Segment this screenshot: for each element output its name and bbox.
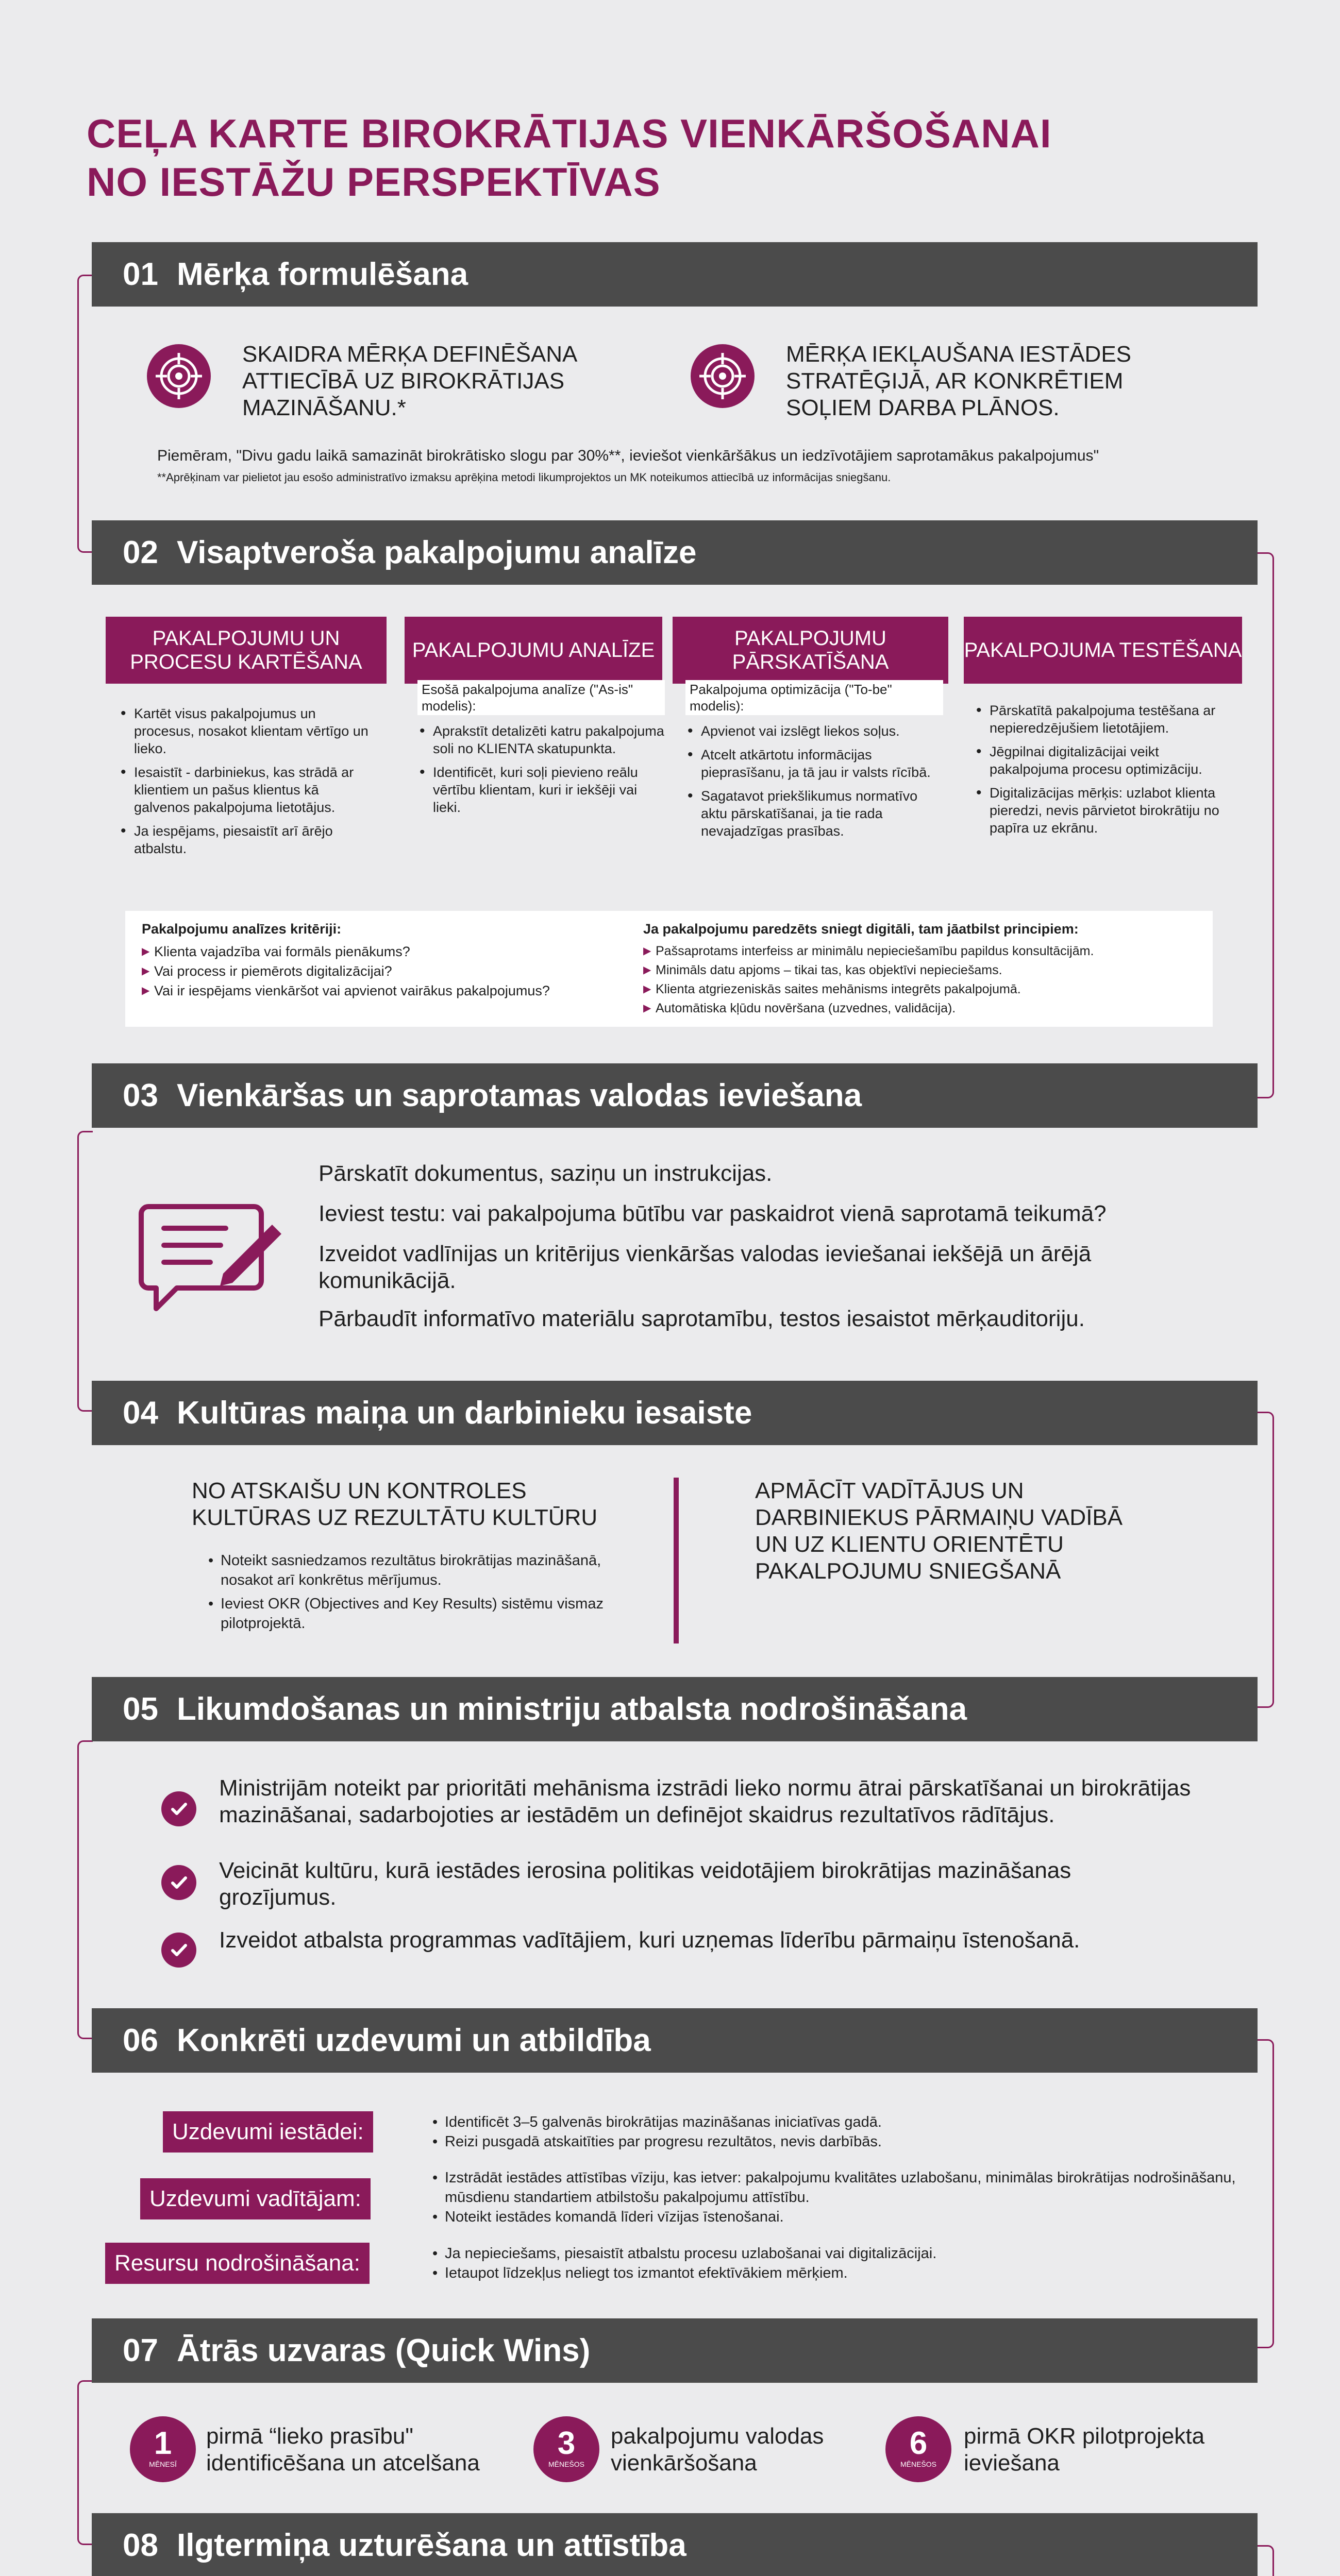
- service-review-column: [685, 680, 943, 846]
- section-number: 05: [123, 1691, 158, 1727]
- service-testing-column: [974, 702, 1237, 843]
- example-text: Piemēram, "Divu gadu laikā samazināt birokrātisko slogu par 30%**, ieviešot vienkāršākus un iedzīvotājiem saprotamākus pakalpojumus": [157, 447, 1099, 464]
- manager-tasks-list: [430, 2168, 1245, 2227]
- section-03-header: [92, 1063, 1258, 1128]
- list-item: ▶ Vai process ir piemērots digitalizācijai?: [142, 961, 636, 981]
- section-number: 07: [123, 2333, 158, 2368]
- list-item: Izveidot atbalsta programmas vadītājiem, kuri uzņemas līderību pārmaiņu īstenošanā.: [219, 1927, 1080, 1953]
- six-months-badge: 6 MĒNEŠOS: [885, 2416, 951, 2482]
- process-mapping-header: PAKALPOJUMU UN PROCESU KARTĒŠANA: [106, 617, 387, 684]
- connector-line: [77, 1131, 93, 1412]
- goal-strategy-text: MĒRĶA IEKĻAUŠANA IESTĀDES STRATĒĢIJĀ, AR KONKRĒTIEM SOĻIEM DARBA PLĀNOS.: [786, 342, 1132, 420]
- section-number: 04: [123, 1395, 158, 1431]
- list-item: • Iesaistīt - darbiniekus, kas strādā ar klientiem un pašus klientus kā galvenos pakalpojuma lietotājus.: [119, 764, 376, 816]
- connector-line: [1258, 2545, 1274, 2576]
- training-heading: APMĀCĪT VADĪTĀJUS UN DARBINIEKUS PĀRMAIŅU VADĪBĀ UN UZ KLIENTU ORIENTĒTU PAKALPOJUMU SNIEGŠANĀ: [755, 1478, 1123, 1584]
- one-month-badge: 1 MĒNESĪ: [130, 2416, 196, 2482]
- section-title: Ātrās uzvaras (Quick Wins): [176, 2333, 591, 2368]
- list-item: ▶ Klienta vajadzība vai formāls pienākums?: [142, 942, 636, 961]
- divider: [674, 1478, 679, 1643]
- section-title: Likumdošanas un ministriju atbalsta nodrošināšana: [176, 1691, 967, 1727]
- list-item: ▶ Minimāls datu apjoms – tikai tas, kas objektīvi nepieciešams.: [643, 961, 1205, 980]
- section-title: Kultūras maiņa un darbinieku iesaiste: [176, 1395, 752, 1431]
- section-number: 01: [123, 257, 158, 292]
- connector-line: [77, 1740, 93, 2039]
- service-analysis-header: PAKALPOJUMU ANALĪZE: [405, 617, 662, 684]
- service-testing-header: PAKALPOJUMA TESTĒŠANA: [964, 617, 1242, 684]
- service-review-header: PAKALPOJUMU PĀRSKATĪŠANA: [673, 617, 948, 684]
- checkmark-icon: [161, 1933, 196, 1968]
- section-number: 08: [123, 2528, 158, 2563]
- connector-line: [77, 2380, 93, 2545]
- list-item: • Ja iespējams, piesaistīt arī ārējo atbalstu.: [119, 822, 376, 857]
- list-item: Izveidot vadlīnijas un kritērijus vienkāršas valodas ieviešanai iekšējā un ārējā komunikācijā.: [319, 1241, 1092, 1293]
- list-item: • Kartēt visus pakalpojumus un procesus, nosakot klientam vērtīgo un lieko.: [119, 705, 376, 757]
- list-item: • Reizi pusgadā atskaitīties par progresu rezultātos, nevis darbībās.: [430, 2132, 1234, 2151]
- section-title: Visaptveroša pakalpojumu analīze: [176, 535, 697, 570]
- section-title: Ilgtermiņa uzturēšana un attīstība: [176, 2528, 686, 2563]
- list-item: • Jēgpilnai digitalizācijai veikt pakalpojuma procesu optimizāciju.: [974, 743, 1237, 778]
- checkmark-icon: [161, 1865, 196, 1900]
- institution-tasks-label: Uzdevumi iestādei:: [163, 2111, 373, 2153]
- list-item: • Izstrādāt iestādes attīstības vīziju, kas ietver: pakalpojumu kvalitātes uzlabošanu, minimālas birokrātijas nodrošināšanu, mūsdienu standartiem atbilstošu pakalpojumu attīstību.: [430, 2168, 1245, 2207]
- list-item: • Identificēt 3–5 galvenās birokrātijas mazināšanas iniciatīvas gadā.: [430, 2112, 1234, 2132]
- target-icon: [147, 344, 211, 408]
- goal-definition-text: SKAIDRA MĒRĶA DEFINĒŠANA ATTIECĪBĀ UZ BIROKRĀTIJAS MAZINĀŠANU.*: [242, 342, 576, 420]
- list-item: • Sagatavot priekšlikumus normatīvo aktu pārskatīšanai, ja tie rada nevajadzīgas prasības.: [685, 787, 943, 840]
- list-item: • Pārskatītā pakalpojuma testēšana ar nepieredzējušiem lietotājiem.: [974, 702, 1237, 737]
- connector-line: [77, 275, 93, 553]
- list-item: • Identificēt, kuri soļi pievieno reālu vērtību klientam, kuri ir iekšēji vai lieki.: [417, 764, 665, 816]
- list-item: Pārbaudīt informatīvo materiālu saprotamību, testos iesaistot mērķauditoriju.: [319, 1306, 1085, 1331]
- section-02-header: [92, 520, 1258, 585]
- to-be-label: Pakalpojuma optimizācija ("To-be" modelis):: [685, 680, 943, 715]
- criteria-box: [125, 911, 1213, 1027]
- section-number: 02: [123, 535, 158, 570]
- quick-win-text: pakalpojumu valodas vienkāršošana: [611, 2424, 824, 2476]
- list-item: ▶ Automātiska kļūdu novēršana (uzvednes, validācija).: [643, 999, 1205, 1018]
- as-is-label: Esošā pakalpojuma analīze ("As-is" modelis):: [417, 680, 665, 715]
- section-07-header: [92, 2318, 1258, 2383]
- resources-list: [430, 2244, 1234, 2283]
- plain-language-list: [319, 1160, 1226, 1332]
- results-culture-list: [206, 1551, 639, 1633]
- section-title: Mērķa formulēšana: [176, 257, 468, 292]
- connector-line: [1258, 1412, 1274, 1708]
- section-05-header: [92, 1677, 1258, 1741]
- connector-line: [1258, 552, 1274, 1098]
- list-item: Pārskatīt dokumentus, saziņu un instrukcijas.: [319, 1161, 773, 1186]
- message-icon: [138, 1196, 293, 1323]
- list-item: ▶ Vai ir iespējams vienkāršot vai apvienot vairākus pakalpojumus?: [142, 981, 636, 1001]
- list-item: • Apvienot vai izslēgt liekos soļus.: [685, 722, 943, 740]
- list-item: ▶ Klienta atgriezeniskās saites mehānisms integrēts pakalpojumā.: [643, 980, 1205, 999]
- list-item: • Digitalizācijas mērķis: uzlabot klienta pieredzi, nevis pārvietot birokrātiju no papīra uz ekrānu.: [974, 784, 1237, 837]
- footnote-text: **Aprēķinam var pielietot jau esošo administratīvo izmaksu aprēķina metodi likumprojektos un MK noteikumos attiecībā uz informācijas sniegšanu.: [157, 471, 891, 484]
- section-number: 03: [123, 1078, 158, 1113]
- list-item: Veicināt kultūru, kurā iestādes ierosina politikas veidotājiem birokrātijas mazināšanas grozījumus.: [219, 1858, 1071, 1910]
- checkmark-icon: [161, 1791, 196, 1826]
- section-title: Vienkāršas un saprotamas valodas ieviešana: [176, 1078, 862, 1113]
- digital-principles-title: Ja pakalpojumu paredzēts sniegt digitāli, tam jāatbilst principiem:: [643, 921, 1079, 937]
- institution-tasks-list: [430, 2112, 1234, 2151]
- list-item: ▶ Pašsaprotams interfeiss ar minimālu nepieciešamību papildus konsultācijām.: [643, 942, 1205, 961]
- three-months-badge: 3 MĒNEŠOS: [533, 2416, 599, 2482]
- connector-line: [1258, 2039, 1274, 2348]
- list-item: • Atcelt atkārtotu informācijas pieprasīšanu, ja tā jau ir valsts rīcībā.: [685, 746, 943, 781]
- quick-win-text: pirmā “lieko prasību" identificēšana un atcelšana: [206, 2424, 480, 2476]
- section-01-header: [92, 242, 1258, 307]
- quick-win-text: pirmā OKR pilotprojekta ieviešana: [964, 2424, 1205, 2476]
- page-title: CEĻA KARTE BIROKRĀTIJAS VIENKĀRŠOŠANAI NO IESTĀŽU PERSPEKTĪVAS: [87, 111, 1052, 205]
- resources-label: Resursu nodrošināšana:: [105, 2243, 370, 2284]
- section-title: Konkrēti uzdevumi un atbildība: [176, 2023, 651, 2058]
- results-culture-heading: NO ATSKAIŠU UN KONTROLES KULTŪRAS UZ REZULTĀTU KULTŪRU: [192, 1478, 598, 1530]
- target-icon: [691, 344, 755, 408]
- process-mapping-column: [119, 705, 376, 863]
- list-item: • Aprakstīt detalizēti katru pakalpojuma soli no KLIENTA skatupunkta.: [417, 722, 665, 757]
- section-04-header: [92, 1381, 1258, 1445]
- list-item: Ministrijām noteikt par prioritāti mehānisma izstrādi lieko normu ātrai pārskatīšanai un birokrātijas mazināšanai, sadarbojoties ar iestādēm un definējot skaidrus rezultatīvos rādītājus.: [219, 1775, 1191, 1827]
- list-item: • Noteikt sasniedzamos rezultātus birokrātijas mazināšanā, nosakot arī konkrētus mērījumus.: [206, 1551, 639, 1590]
- list-item: Ieviest testu: vai pakalpojuma būtību var paskaidrot vienā saprotamā teikumā?: [319, 1201, 1107, 1226]
- section-06-header: [92, 2008, 1258, 2073]
- list-item: • Ieviest OKR (Objectives and Key Results) sistēmu vismaz pilotprojektā.: [206, 1594, 639, 1633]
- list-item: • Ietaupot līdzekļus neliegt tos izmantot efektīvākiem mērķiem.: [430, 2263, 1234, 2283]
- list-item: • Noteikt iestādes komandā līderi vīzijas īstenošanai.: [430, 2207, 1245, 2227]
- criteria-title: Pakalpojumu analīzes kritēriji:: [142, 921, 342, 937]
- list-item: • Ja nepieciešams, piesaistīt atbalstu procesu uzlabošanai vai digitalizācijai.: [430, 2244, 1234, 2263]
- manager-tasks-label: Uzdevumi vadītājam:: [140, 2178, 371, 2219]
- service-analysis-column: [417, 680, 665, 822]
- section-number: 06: [123, 2023, 158, 2058]
- section-08-header: [92, 2513, 1258, 2576]
